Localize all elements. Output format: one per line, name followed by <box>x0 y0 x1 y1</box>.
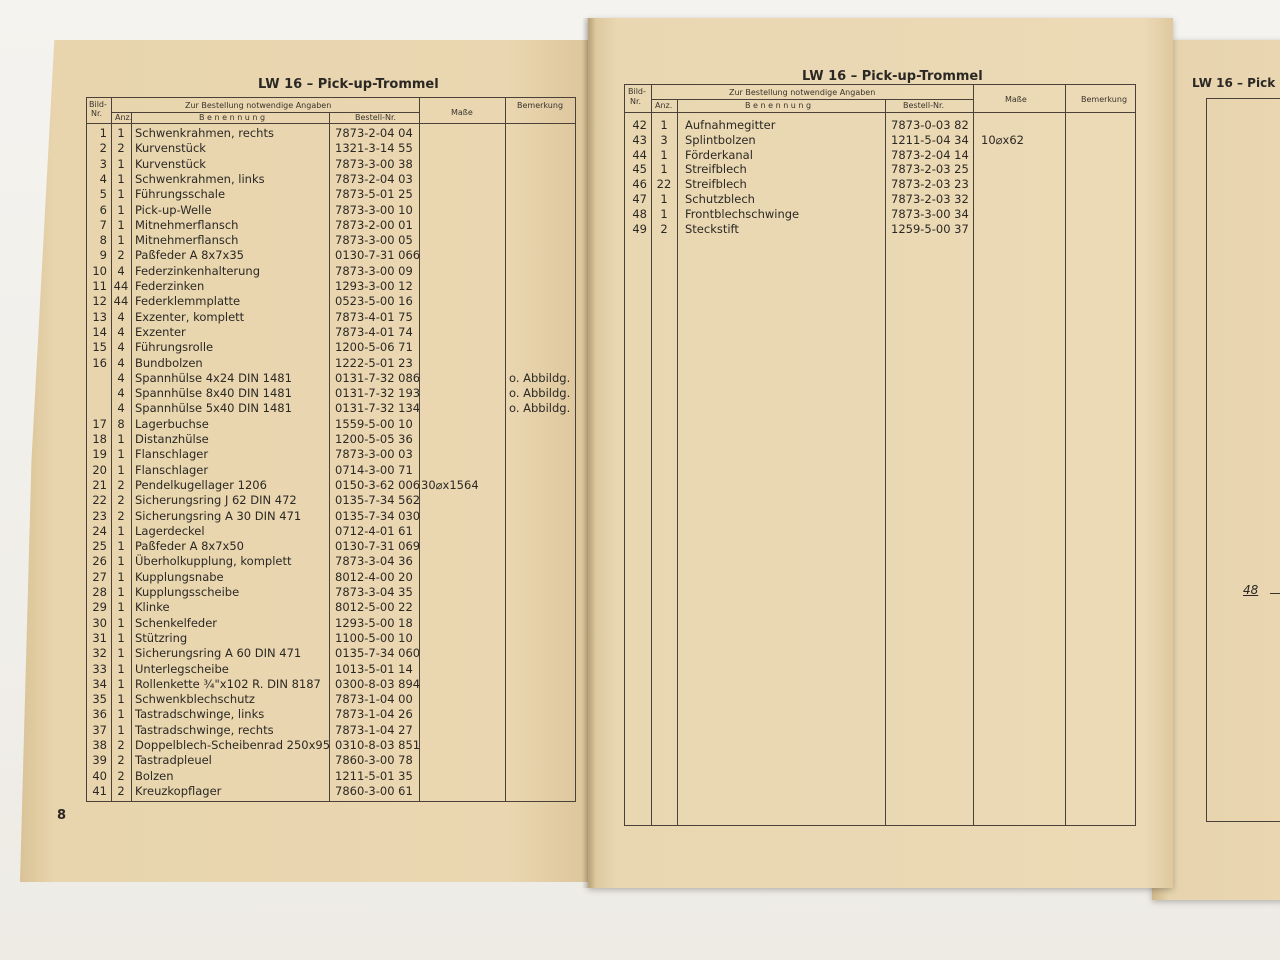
part-number: 19 <box>92 447 107 462</box>
order-number: 7873-4-01 74 <box>335 324 413 339</box>
quantity: 1 <box>117 171 125 186</box>
part-number: 8 <box>99 233 107 248</box>
part-number: 40 <box>92 768 107 783</box>
part-name: Tastradpleuel <box>135 753 212 768</box>
part-name: Spannhülse 4x24 DIN 1481 <box>135 370 292 385</box>
part-name: Flanschlager <box>135 462 209 477</box>
part-name: Mitnehmerflansch <box>135 217 239 232</box>
header-benennung: B e n e n n u n g <box>199 113 266 122</box>
order-number: 1293-5-00 18 <box>335 615 413 630</box>
part-number: 23 <box>92 508 107 523</box>
part-number: 14 <box>92 324 107 339</box>
order-number: 7873-2-03 23 <box>891 177 969 192</box>
part-number: 16 <box>92 355 107 370</box>
order-number: 7873-2-00 01 <box>335 217 413 232</box>
callout-leader-line <box>1270 593 1280 594</box>
quantity: 4 <box>117 263 125 278</box>
order-number: 1200-5-06 71 <box>335 340 413 355</box>
part-name: Paßfeder A 8x7x50 <box>135 539 244 554</box>
order-number: 7860-3-00 78 <box>335 753 413 768</box>
quantity: 1 <box>660 147 668 162</box>
quantity: 4 <box>117 340 125 355</box>
order-number: 1013-5-01 14 <box>335 661 413 676</box>
table-row <box>87 723 575 738</box>
quantity: 4 <box>117 401 125 416</box>
part-name: Lagerdeckel <box>135 523 205 538</box>
quantity: 4 <box>117 309 125 324</box>
table-row <box>625 148 1135 163</box>
order-number: 1321-3-14 55 <box>335 141 413 156</box>
quantity: 2 <box>117 248 125 263</box>
part-name: Förderkanal <box>685 147 753 162</box>
part-number: 29 <box>92 600 107 615</box>
order-number: 1222-5-01 23 <box>335 355 413 370</box>
quantity: 1 <box>660 192 668 206</box>
part-number: 44 <box>632 147 647 162</box>
order-number: 0714-3-00 71 <box>335 462 413 477</box>
header-bemerkung: Bemerkung <box>1081 95 1128 104</box>
quantity: 1 <box>660 118 668 132</box>
order-number: 7860-3-00 61 <box>335 783 413 798</box>
table-row <box>87 753 575 768</box>
order-number: 1211-5-04 34 <box>891 132 969 147</box>
table-row <box>87 279 575 294</box>
header-bild-nr-l1: Bild- <box>89 100 107 109</box>
part-name: Sicherungsring A 60 DIN 471 <box>135 646 302 661</box>
header-bild-nr-l1: Bild- <box>628 87 646 96</box>
quantity: 1 <box>117 554 125 569</box>
table-row <box>87 371 575 386</box>
quantity: 1 <box>660 162 668 177</box>
left-parts-table <box>86 97 576 802</box>
table-row <box>87 539 575 554</box>
part-number: 5 <box>99 187 107 202</box>
order-number: 7873-2-04 14 <box>891 147 969 162</box>
part-number: 6 <box>99 202 107 217</box>
table-row <box>625 133 1135 148</box>
part-number: 24 <box>92 523 107 538</box>
order-number: 7873-2-04 03 <box>335 171 413 186</box>
part-number: 38 <box>92 738 107 752</box>
part-name: Federzinkenhalterung <box>135 263 261 278</box>
part-name: Spannhülse 8x40 DIN 1481 <box>135 386 292 401</box>
quantity: 2 <box>117 738 125 752</box>
quantity: 2 <box>660 221 668 236</box>
part-number: 34 <box>92 676 107 691</box>
table-row <box>625 118 1135 133</box>
table-row <box>625 192 1135 207</box>
part-name: Kurvenstück <box>135 156 206 171</box>
part-name: Schutzblech <box>685 192 755 206</box>
right-page-title: LW 16 – Pick-up-Trommel <box>802 69 983 84</box>
quantity: 1 <box>660 206 668 221</box>
table-row <box>625 162 1135 177</box>
part-number: 10 <box>92 263 107 278</box>
table-row <box>87 707 575 722</box>
part-number: 42 <box>632 118 647 132</box>
order-number: 0135-7-34 562 <box>335 493 421 508</box>
order-number: 7873-3-00 10 <box>335 202 413 217</box>
part-number: 33 <box>92 661 107 676</box>
quantity: 4 <box>117 370 125 385</box>
table-row <box>87 310 575 325</box>
header-anz: Anz. <box>655 101 673 110</box>
header-benennung: B e n e n n u n g <box>745 101 812 110</box>
part-number: 41 <box>92 783 107 798</box>
part-name: Splintbolzen <box>685 132 756 147</box>
quantity: 1 <box>117 202 125 217</box>
header-bild-nr-l2: Nr. <box>91 109 103 118</box>
order-number: 7873-1-04 00 <box>335 692 413 707</box>
part-name: Tastradschwinge, rechts <box>135 722 274 737</box>
table-row <box>87 738 575 753</box>
part-name: Streifblech <box>685 177 747 192</box>
quantity: 1 <box>117 585 125 599</box>
table-row <box>87 294 575 309</box>
part-callout-48: 48 <box>1243 583 1259 597</box>
quantity: 2 <box>117 141 125 156</box>
quantity: 1 <box>117 569 125 584</box>
order-number: 7873-3-00 03 <box>335 447 413 462</box>
part-number: 47 <box>632 192 647 206</box>
part-number: 2 <box>99 141 107 156</box>
order-number: 7873-0-03 82 <box>891 118 969 132</box>
header-bestell-nr: Bestell-Nr. <box>903 101 945 110</box>
part-number: 7 <box>99 217 107 232</box>
third-page-frame <box>1206 98 1280 822</box>
part-name: Streifblech <box>685 162 747 177</box>
part-name: Klinke <box>135 600 170 615</box>
dimensions: 10⌀x62 <box>981 132 1024 147</box>
quantity: 4 <box>117 324 125 339</box>
part-number: 21 <box>92 477 107 492</box>
part-number: 26 <box>92 554 107 569</box>
part-number: 48 <box>632 206 647 221</box>
quantity: 44 <box>113 279 129 293</box>
part-number: 28 <box>92 585 107 599</box>
order-number: 0131-7-32 193 <box>335 386 421 401</box>
order-number: 8012-5-00 22 <box>335 600 413 615</box>
quantity: 1 <box>117 630 125 645</box>
part-name: Steckstift <box>685 221 739 236</box>
quantity: 2 <box>117 493 125 508</box>
order-number: 7873-5-01 25 <box>335 187 413 202</box>
part-name: Schenkelfeder <box>135 615 218 630</box>
part-name: Federklemmplatte <box>135 294 241 309</box>
header-masse: Maße <box>451 108 473 117</box>
part-name: Sicherungsring J 62 DIN 472 <box>135 493 297 508</box>
header-group: Zur Bestellung notwendige Angaben <box>185 101 332 110</box>
part-name: Pick-up-Welle <box>135 202 212 217</box>
order-number: 7873-4-01 75 <box>335 309 413 324</box>
remark: o. Abbildg. <box>509 386 571 401</box>
left-page-title: LW 16 – Pick-up-Trommel <box>258 77 439 92</box>
table-row <box>625 177 1135 192</box>
part-number: 49 <box>632 221 647 236</box>
quantity: 1 <box>117 447 125 462</box>
quantity: 8 <box>117 416 125 431</box>
header-anz: Anz. <box>115 113 133 122</box>
quantity: 1 <box>117 707 125 722</box>
part-number: 18 <box>92 432 107 446</box>
order-number: 0150-3-62 006 <box>335 477 421 492</box>
quantity: 4 <box>117 386 125 401</box>
part-name: Paßfeder A 8x7x35 <box>135 248 244 263</box>
order-number: 7873-3-00 34 <box>891 206 969 221</box>
part-name: Doppelblech-Scheibenrad 250x95 <box>135 738 331 752</box>
table-row <box>87 616 575 631</box>
header-bemerkung: Bemerkung <box>517 101 564 110</box>
quantity: 1 <box>117 432 125 446</box>
table-row <box>87 141 575 156</box>
part-number: 25 <box>92 539 107 554</box>
table-row <box>87 631 575 646</box>
part-name: Tastradschwinge, links <box>135 707 265 722</box>
third-page-title-fragment: LW 16 – Pick <box>1192 76 1276 90</box>
table-row <box>87 509 575 524</box>
table-row <box>87 233 575 248</box>
right-parts-table <box>624 84 1136 826</box>
quantity: 2 <box>117 508 125 523</box>
order-number: 1200-5-05 36 <box>335 432 413 446</box>
order-number: 0310-8-03 851 <box>335 738 421 752</box>
quantity: 1 <box>117 722 125 737</box>
part-number: 37 <box>92 722 107 737</box>
part-number: 22 <box>92 493 107 508</box>
part-number: 13 <box>92 309 107 324</box>
quantity: 1 <box>117 539 125 554</box>
quantity: 1 <box>117 462 125 477</box>
part-number: 27 <box>92 569 107 584</box>
order-number: 7873-3-04 36 <box>335 554 413 569</box>
table-row <box>87 570 575 585</box>
part-name: Frontblechschwinge <box>685 206 800 221</box>
part-name: Mitnehmerflansch <box>135 233 239 248</box>
part-name: Exzenter <box>135 324 186 339</box>
order-number: 7873-2-04 04 <box>335 126 413 140</box>
table-row <box>87 401 575 416</box>
page-number: 8 <box>57 808 67 823</box>
order-number: 7873-3-00 05 <box>335 233 413 248</box>
part-number: 11 <box>92 279 107 293</box>
part-name: Kupplungsscheibe <box>135 585 240 599</box>
table-row <box>87 157 575 172</box>
part-number: 36 <box>92 707 107 722</box>
order-number: 7873-2-03 25 <box>891 162 969 177</box>
part-number: 43 <box>632 132 647 147</box>
part-name: Kupplungsnabe <box>135 569 224 584</box>
part-name: Bundbolzen <box>135 355 203 370</box>
part-name: Exzenter, komplett <box>135 309 245 324</box>
table-row <box>87 187 575 202</box>
part-number: 15 <box>92 340 107 355</box>
quantity: 1 <box>117 187 125 202</box>
order-number: 0130-7-31 066 <box>335 248 421 263</box>
quantity: 1 <box>117 600 125 615</box>
part-name: Unterlegscheibe <box>135 661 229 676</box>
part-name: Kreuzkopflager <box>135 783 222 798</box>
order-number: 0131-7-32 134 <box>335 401 421 416</box>
table-row <box>87 126 575 141</box>
order-number: 7873-1-04 27 <box>335 722 413 737</box>
part-name: Stützring <box>135 630 188 645</box>
header-group: Zur Bestellung notwendige Angaben <box>729 88 876 97</box>
quantity: 1 <box>117 615 125 630</box>
quantity: 2 <box>117 768 125 783</box>
part-name: Sicherungsring A 30 DIN 471 <box>135 508 302 523</box>
part-name: Führungsrolle <box>135 340 214 355</box>
header-bild-nr-l2: Nr. <box>630 97 642 106</box>
order-number: 7873-1-04 26 <box>335 707 413 722</box>
quantity: 22 <box>656 177 672 192</box>
quantity: 2 <box>117 753 125 768</box>
part-number: 12 <box>92 294 107 309</box>
table-row <box>87 692 575 707</box>
part-name: Überholkupplung, komplett <box>135 554 292 569</box>
quantity: 1 <box>117 692 125 707</box>
table-row <box>87 646 575 661</box>
table-row <box>87 677 575 692</box>
order-number: 7873-3-00 09 <box>335 263 413 278</box>
part-name: Flanschlager <box>135 447 209 462</box>
part-number: 46 <box>632 177 647 192</box>
remark: o. Abbildg. <box>509 370 571 385</box>
table-row <box>87 203 575 218</box>
table-row <box>87 524 575 539</box>
order-number: 7873-2-03 32 <box>891 192 969 206</box>
table-row <box>625 207 1135 222</box>
part-number: 3 <box>99 156 107 171</box>
quantity: 2 <box>117 477 125 492</box>
table-row <box>87 172 575 187</box>
order-number: 0523-5-00 16 <box>335 294 413 309</box>
order-number: 7873-3-04 35 <box>335 585 413 599</box>
part-number: 4 <box>99 171 107 186</box>
order-number: 0135-7-34 060 <box>335 646 421 661</box>
order-number: 1211-5-01 35 <box>335 768 413 783</box>
table-row <box>87 325 575 340</box>
part-number: 1 <box>99 126 107 140</box>
quantity: 1 <box>117 217 125 232</box>
part-number: 9 <box>99 248 107 263</box>
header-masse: Maße <box>1005 95 1027 104</box>
part-number: 35 <box>92 692 107 707</box>
quantity: 4 <box>117 355 125 370</box>
order-number: 1100-5-00 10 <box>335 630 413 645</box>
part-number: 31 <box>92 630 107 645</box>
quantity: 1 <box>117 646 125 661</box>
part-name: Pendelkugellager 1206 <box>135 477 267 492</box>
part-name: Lagerbuchse <box>135 416 209 431</box>
table-row <box>87 463 575 478</box>
table-row <box>87 478 575 493</box>
table-row <box>87 386 575 401</box>
order-number: 1559-5-00 10 <box>335 416 413 431</box>
part-name: Spannhülse 5x40 DIN 1481 <box>135 401 292 416</box>
table-row <box>87 662 575 677</box>
order-number: 8012-4-00 20 <box>335 569 413 584</box>
part-number: 45 <box>632 162 647 177</box>
part-number: 32 <box>92 646 107 661</box>
order-number: 1293-3-00 12 <box>335 279 413 293</box>
book-spine <box>582 18 596 888</box>
table-row <box>87 493 575 508</box>
quantity: 1 <box>117 523 125 538</box>
part-number: 30 <box>92 615 107 630</box>
table-row <box>87 356 575 371</box>
part-name: Schwenkblechschutz <box>135 692 255 707</box>
header-bestell-nr: Bestell-Nr. <box>355 113 397 122</box>
order-number: 0135-7-34 030 <box>335 508 421 523</box>
quantity: 44 <box>113 294 129 309</box>
table-row <box>625 222 1135 237</box>
order-number: 1259-5-00 37 <box>891 221 969 236</box>
quantity: 1 <box>117 676 125 691</box>
table-row <box>87 264 575 279</box>
order-number: 7873-3-00 38 <box>335 156 413 171</box>
order-number: 0300-8-03 894 <box>335 676 421 691</box>
part-name: Distanzhülse <box>135 432 209 446</box>
part-name: Schwenkrahmen, links <box>135 171 265 186</box>
dimensions: 30⌀x1564 <box>421 477 479 492</box>
quantity: 3 <box>660 132 668 147</box>
part-number: 20 <box>92 462 107 477</box>
part-name: Federzinken <box>135 279 205 293</box>
part-name: Schwenkrahmen, rechts <box>135 126 274 140</box>
table-row <box>87 417 575 432</box>
quantity: 1 <box>117 156 125 171</box>
table-row <box>87 340 575 355</box>
table-row <box>87 248 575 263</box>
table-row <box>87 585 575 600</box>
part-name: Rollenkette ¾"x102 R. DIN 8187 <box>135 676 321 691</box>
part-name: Aufnahmegitter <box>685 118 776 132</box>
part-name: Bolzen <box>135 768 174 783</box>
order-number: 0130-7-31 069 <box>335 539 421 554</box>
table-row <box>87 432 575 447</box>
table-row <box>87 218 575 233</box>
quantity: 1 <box>117 126 125 140</box>
part-number: 39 <box>92 753 107 768</box>
table-row <box>87 769 575 784</box>
table-row <box>87 600 575 615</box>
order-number: 0712-4-01 61 <box>335 523 413 538</box>
table-row <box>87 447 575 462</box>
quantity: 1 <box>117 661 125 676</box>
table-row <box>87 554 575 569</box>
part-number: 17 <box>92 416 107 431</box>
part-name: Führungsschale <box>135 187 226 202</box>
table-row <box>87 784 575 799</box>
order-number: 0131-7-32 086 <box>335 370 421 385</box>
part-name: Kurvenstück <box>135 141 206 156</box>
remark: o. Abbildg. <box>509 401 571 416</box>
quantity: 2 <box>117 783 125 798</box>
quantity: 1 <box>117 233 125 248</box>
